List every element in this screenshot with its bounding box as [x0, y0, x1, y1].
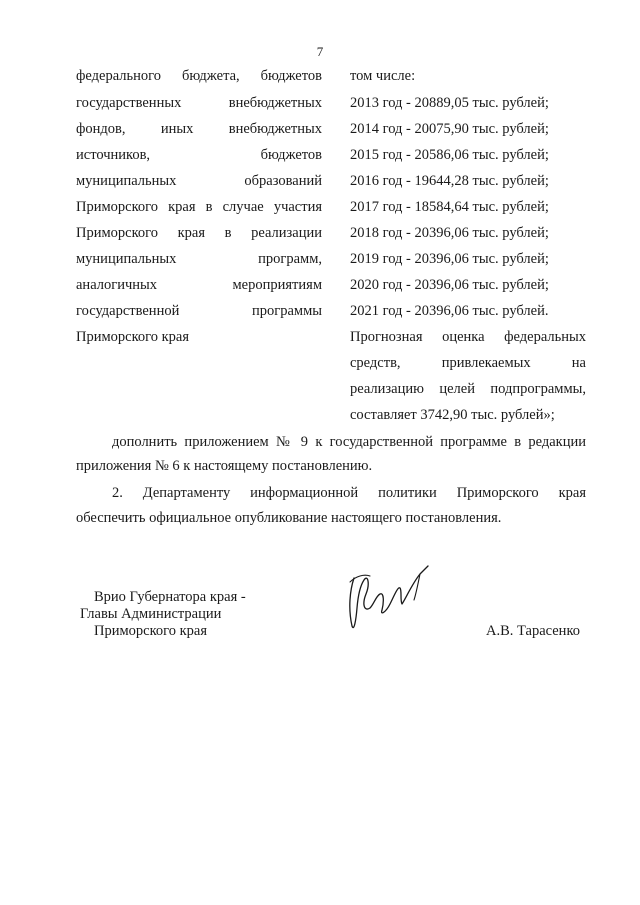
- right-col-line-13: реализацию целей подпрограммы,: [350, 381, 586, 397]
- left-col-line-5: муниципальных образований: [76, 173, 322, 189]
- left-col-line-1: федерального бюджета, бюджетов: [76, 68, 322, 84]
- left-col-line-10: государственной программы: [76, 303, 322, 319]
- right-col-line-8: 2019 год - 20396,06 тыс. рублей;: [350, 251, 549, 267]
- left-col-line-7: Приморского края в реализации: [76, 225, 322, 241]
- left-col-line-4: источников, бюджетов: [76, 147, 322, 163]
- left-col-line-6: Приморского края в случае участия: [76, 199, 322, 215]
- right-col-line-4: 2015 год - 20586,06 тыс. рублей;: [350, 147, 549, 163]
- right-col-line-6: 2017 год - 18584,64 тыс. рублей;: [350, 199, 549, 215]
- left-col-line-9: аналогичных мероприятиям: [76, 277, 322, 293]
- signatory-title-line-2: Главы Администрации: [80, 606, 222, 622]
- right-col-line-1: том числе:: [350, 68, 416, 84]
- left-col-line-2: государственных внебюджетных: [76, 95, 322, 111]
- signatory-title-line-3: Приморского края: [94, 623, 208, 639]
- handwritten-signature: [340, 560, 450, 640]
- left-col-line-11: Приморского края: [76, 329, 190, 345]
- right-col-line-9: 2020 год - 20396,06 тыс. рублей;: [350, 277, 549, 293]
- paragraph-publication-line-1: 2. Департаменту информационной политики Приморского края: [112, 485, 586, 501]
- page-number: 7: [316, 44, 324, 59]
- paragraph-appendix-line-1: дополнить приложением № 9 к государственной программе в редакции: [112, 434, 586, 450]
- signatory-name: А.В. Тарасенко: [486, 623, 581, 639]
- signatory-title-line-1: Врио Губернатора края -: [94, 589, 246, 605]
- right-col-line-7: 2018 год - 20396,06 тыс. рублей;: [350, 225, 549, 241]
- right-col-line-3: 2014 год - 20075,90 тыс. рублей;: [350, 121, 549, 137]
- right-col-line-5: 2016 год - 19644,28 тыс. рублей;: [350, 173, 549, 189]
- right-col-line-14: составляет 3742,90 тыс. рублей»;: [350, 407, 555, 423]
- right-col-line-10: 2021 год - 20396,06 тыс. рублей.: [350, 303, 549, 319]
- left-col-line-3: фондов, иных внебюджетных: [76, 121, 322, 137]
- left-col-line-8: муниципальных программ,: [76, 251, 322, 267]
- right-col-line-2: 2013 год - 20889,05 тыс. рублей;: [350, 95, 549, 111]
- right-col-line-12: средств, привлекаемых на: [350, 355, 586, 371]
- paragraph-publication-line-2: обеспечить официальное опубликование настоящего постановления.: [76, 510, 502, 526]
- paragraph-appendix-line-2: приложения № 6 к настоящему постановлению.: [76, 458, 373, 474]
- right-col-line-11: Прогнозная оценка федеральных: [350, 329, 586, 345]
